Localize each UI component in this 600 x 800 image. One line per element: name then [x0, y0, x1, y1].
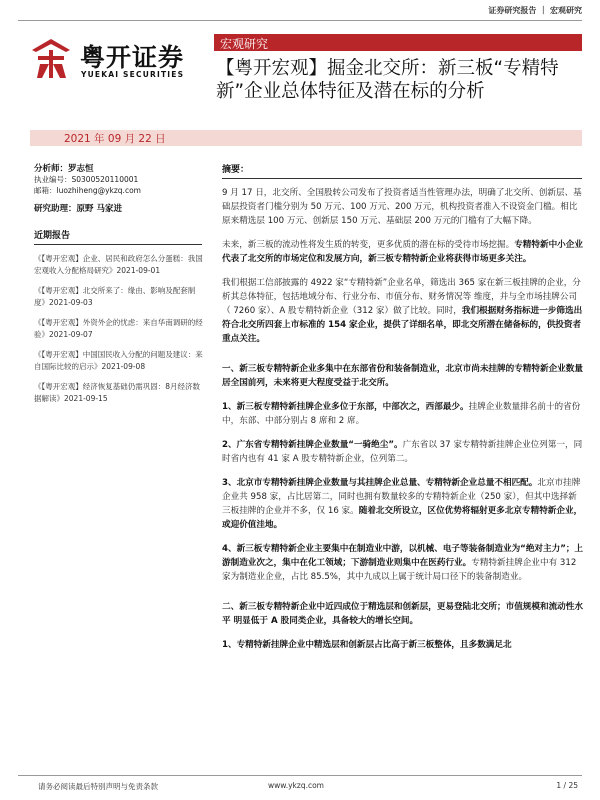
point-1-1	[222, 400, 584, 428]
abstract-paragraph: 9 月 17 日，北交所、全国股转公司发布了投资者适当性管理办法，明确了北交所、创新层、基础层投资者门槛分别为 50 万元、100 万元、200 万元，机构投资者准入不设资金门槛。相比原来精选层 100 万元、创新层 150 万元、基础层 200 万元的门槛有了大幅下降。	[222, 188, 582, 226]
header-divider	[18, 20, 582, 21]
abstract-body	[222, 186, 584, 662]
point-1-3	[222, 476, 584, 532]
footer-website[interactable]: www.ykzq.com	[268, 781, 324, 790]
abstract-paragraph	[222, 238, 584, 266]
abstract-divider	[222, 178, 582, 179]
point-text: 北京市挂牌企业共 958 家，占比居第二，同时也拥有数量较多的专精特新企业（250 家），但其中选择新三板挂牌的企业并不多，仅 16 家。	[222, 478, 581, 516]
section-heading-1: 一、新三板专精特新企业多集中在东部省份和装备制造业，北京市尚未挂牌的专精特新企业数量居全国前列，未来将更大程度受益于北交所。	[222, 364, 583, 388]
point-text: 广东省以 37 家专精特新挂牌企业位列第一，同时省内也有 41 家 A 股专精特新企业，位列第二。	[222, 440, 583, 464]
point-emphasis: 随着北交所设立，区位优势将辐射更多北京专精特新企业，或迎价值洼地。	[222, 506, 583, 530]
footer-disclaimer[interactable]: 请务必阅读最后特别声明与免责条款	[38, 782, 158, 791]
page-number: 1 / 25	[556, 781, 578, 790]
abstract-text: 我们根据工信部披露的 4922 家“专精特新”企业名单，筛选出 365 家在新三板挂牌的企业，分析其总体特征，包括地域分布、行业分布、市值分布、财务情况等 维度，并与全市场挂牌公司（ 7260 家）、A 股专精特新企业（312 家）做了比较。同时，	[222, 278, 581, 316]
point-heading: 2、广东省专精特新挂牌企业数量“一骑绝尘”。	[222, 440, 403, 450]
abstract-paragraph	[222, 276, 584, 346]
recent-report-link[interactable]: 《【粤开宏观】中国国民收入分配的问题及建议：来自国际比较的启示》2021-09-08	[34, 350, 203, 371]
company-logo	[28, 34, 208, 94]
top-header	[0, 0, 600, 22]
recent-report-link[interactable]: 《【粤开宏观】北交所来了：缘由、影响及配套制度》2021-09-03	[34, 286, 196, 307]
research-assistant: 研究助理：原野 马家进	[34, 204, 122, 214]
date-banner	[30, 130, 582, 146]
analyst-email[interactable]: 邮箱：luozhiheng@ykzq.com	[34, 186, 141, 195]
recent-reports-divider	[34, 244, 202, 245]
point-1-4	[222, 542, 584, 584]
report-date: 2021 年 09 月 22 日	[64, 133, 166, 145]
report-title: 【粤开宏观】掘金北交所：新三板“专精特新”企业总体特征及潜在标的分析	[216, 58, 559, 102]
recent-report-link[interactable]: 《【粤开宏观】外资外企的忧虑：来自华南调研的经验》2021-09-07	[34, 318, 203, 339]
abstract-emphasis: 专精特新中小企业代表了北交所的市场定位和发展方向，新三板专精特新企业将获得市场更多关注。	[222, 240, 583, 264]
point-2-1: 1、专精特新挂牌企业中精选层和创新层占比高于新三板整体，且多数满足北	[222, 640, 512, 650]
abstract-emphasis: 我们根据财务指标进一步筛选出符合北交所四套上市标准的 154 家企业，提供了详细名单，即北交所潜在储备标的，供投资者重点关注。	[222, 306, 583, 344]
category-label: 宏观研究	[220, 37, 269, 51]
report-type-label: 证券研究报告 ｜ 宏观研究	[488, 6, 582, 15]
point-heading: 3、北京市专精特新挂牌企业数量与其挂牌企业总量、专精特新企业总量不相匹配。	[222, 478, 538, 488]
abstract-header	[222, 162, 582, 179]
footer-divider	[18, 775, 582, 776]
point-text: 专精特新挂牌企业中有 312 家为制造业企业，占比 85.5%，其中九成以上属于统计局口径下的装备制造业。	[222, 558, 577, 582]
recent-report-link[interactable]: 《【粤开宏观】经济恢复基础仍需巩固：8月经济数据解读》2021-09-15	[34, 382, 201, 403]
analyst-name: 分析师：罗志恒	[34, 164, 94, 174]
section-heading-2: 二、新三板专精特新企业中近四成位于精选层和创新层，更易登陆北交所；市值规模和流动性水平 明显低于 A 股同类企业，具备较大的增长空间。	[222, 602, 583, 626]
yuekai-logo-icon	[28, 36, 74, 82]
point-text: 挂牌企业数量排名前十的省份中，东部、中部分别占 8 席和 2 席。	[222, 402, 581, 426]
abstract-text: 未来，新三板的流动性将发生质的转变，更多优质的潜在标的受待市场挖掘。	[222, 240, 515, 250]
sidebar	[34, 162, 204, 405]
logo-english-name: YUEKAI SECURITIES	[81, 70, 185, 79]
category-banner	[214, 34, 582, 51]
analyst-cert: 执业编号：S0300520110001	[34, 175, 139, 184]
recent-report-link[interactable]: 《【粤开宏观】企业、居民和政府怎么分蛋糕：我国宏观收入分配格局研究》2021-09-01	[34, 254, 203, 275]
point-heading: 1、新三板专精特新挂牌企业多位于东部，中部次之，西部最少。	[222, 402, 469, 412]
abstract-title: 摘要：	[222, 165, 250, 175]
recent-reports-title: 近期报告	[34, 231, 71, 241]
point-1-2	[222, 438, 584, 466]
point-heading: 4、新三板专精特新企业主要集中在制造业中游，以机械、电子等装备制造业为“绝对主力”；上游制造业次之，集中在化工领域；下游制造业则集中在医药行业。	[222, 544, 584, 568]
logo-chinese-name: 粤开证券	[80, 43, 185, 72]
